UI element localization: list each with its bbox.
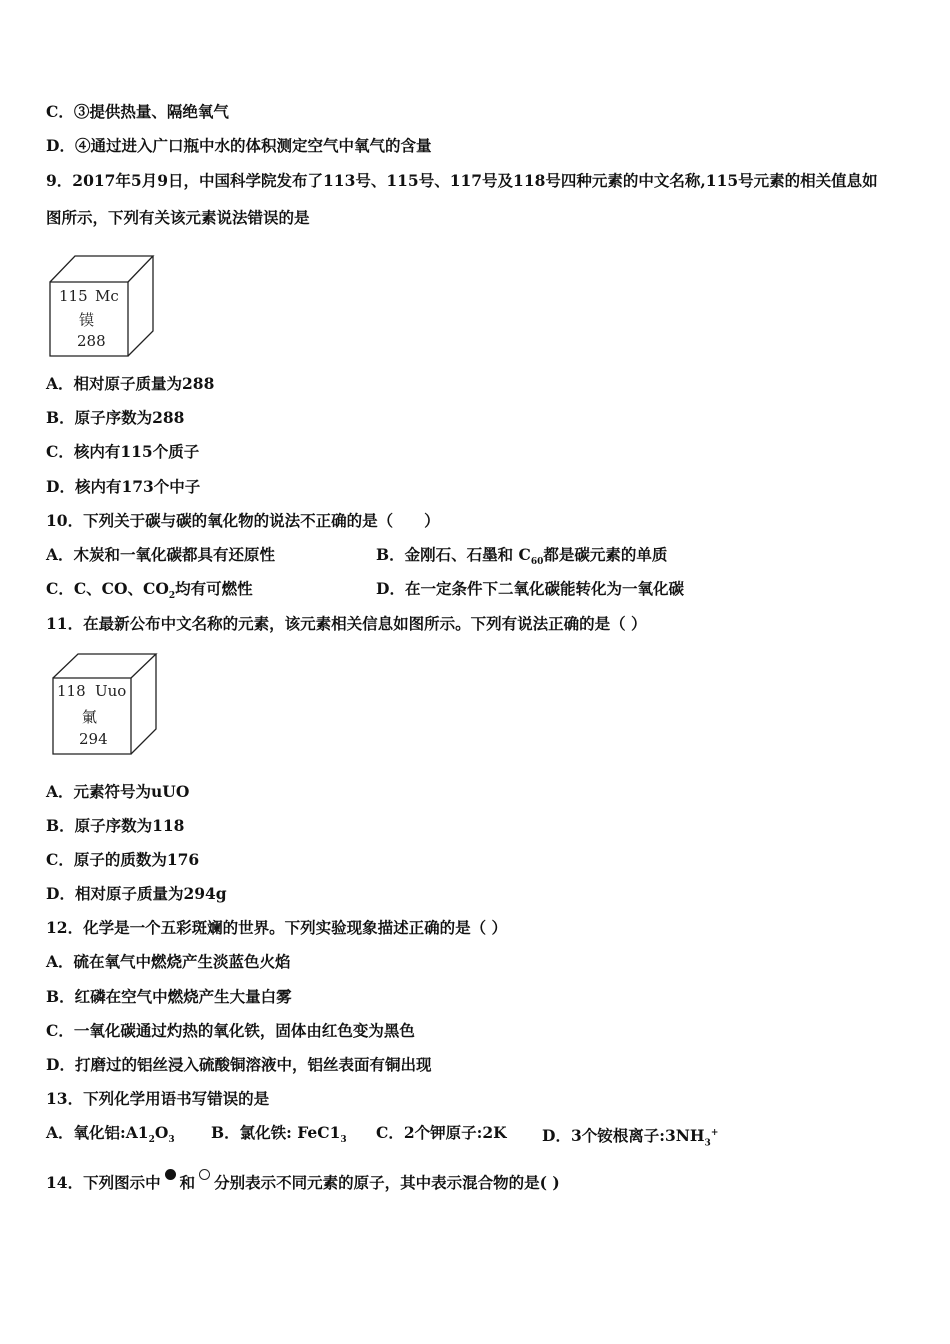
q9-option-a: A．相对原子质量为288 [46,374,215,393]
q9-element-card [48,254,156,358]
q10-option-c: C．C、CO、$CO_2$均有可燃性 [46,579,253,602]
q10-option-b: B．金刚石、石墨和 $C_{60}$都是碳元素的单质 [376,545,668,568]
q9-stem-line1: 9．2017年5月9日，中国科学院发布了113号、115号、117号及118号四种元素的中文名称,115号元素的相关值息如 [46,171,878,190]
element-symbol: Mc [95,287,119,305]
q13-stem: 13．下列化学用语书写错误的是 [46,1089,270,1108]
q10-option-a: A．木炭和一氧化碳都具有还原性 [46,545,276,564]
q12-option-d: D．打磨过的铝丝浸入硫酸铜溶液中，铝丝表面有铜出现 [46,1055,432,1074]
element-name: 氭 [82,708,98,726]
element-mass: 288 [77,332,106,350]
filled-atom-icon [165,1169,176,1180]
hollow-atom-icon [199,1169,210,1180]
q13-option-b: B．氯化铁: $FeC1_3$ [211,1123,347,1146]
q11-option-a: A．元素符号为uUO [46,782,190,801]
q11-stem: 11．在最新公布中文名称的元素，该元素相关信息如图所示。下列有说法正确的是（ ） [46,614,647,633]
element-number: 115 [59,287,88,305]
element-number: 118 [57,682,86,700]
q12-stem: 12．化学是一个五彩斑斓的世界。下列实验现象描述正确的是（ ） [46,918,507,937]
q14-stem: 14．下列图示中 和 分别表示不同元素的原子，其中表示混合物的是( ) [46,1169,560,1193]
q8-option-c: C．③提供热量、隔绝氧气 [46,102,229,121]
q12-option-a: A．硫在氧气中燃烧产生淡蓝色火焰 [46,952,291,971]
q10-option-d: D．在一定条件下二氧化碳能转化为一氧化碳 [376,579,684,598]
q11-element-card [51,652,159,756]
q11-option-d: D．相对原子质量为294g [46,884,227,903]
q9-option-b: B．原子序数为288 [46,408,185,427]
q8-option-d: D．④通过进入广口瓶中水的体积测定空气中氧气的含量 [46,136,432,155]
q13-option-d: D．3个铵根离子$:3NH_3^+$ [542,1126,719,1149]
q12-option-c: C．一氧化碳通过灼热的氧化铁，固体由红色变为黑色 [46,1021,415,1040]
q12-option-b: B．红磷在空气中燃烧产生大量白雾 [46,987,292,1006]
element-name: 镆 [79,311,95,329]
q9-option-c: C．核内有115个质子 [46,442,200,461]
q11-option-b: B．原子序数为118 [46,816,185,835]
q10-stem: 10．下列关于碳与碳的氧化物的说法不正确的是（ ） [46,511,440,530]
q13-option-a: A．氧化铝$:A1_2O_3$ [46,1123,175,1146]
q13-option-c: C．2个钾原子:2K [376,1123,507,1142]
element-mass: 294 [79,730,108,748]
q9-stem-line2: 图所示，下列有关该元素说法错误的是 [46,208,310,227]
q9-option-d: D．核内有173个中子 [46,477,201,496]
element-symbol: Uuo [95,682,127,700]
q11-option-c: C．原子的质数为176 [46,850,200,869]
